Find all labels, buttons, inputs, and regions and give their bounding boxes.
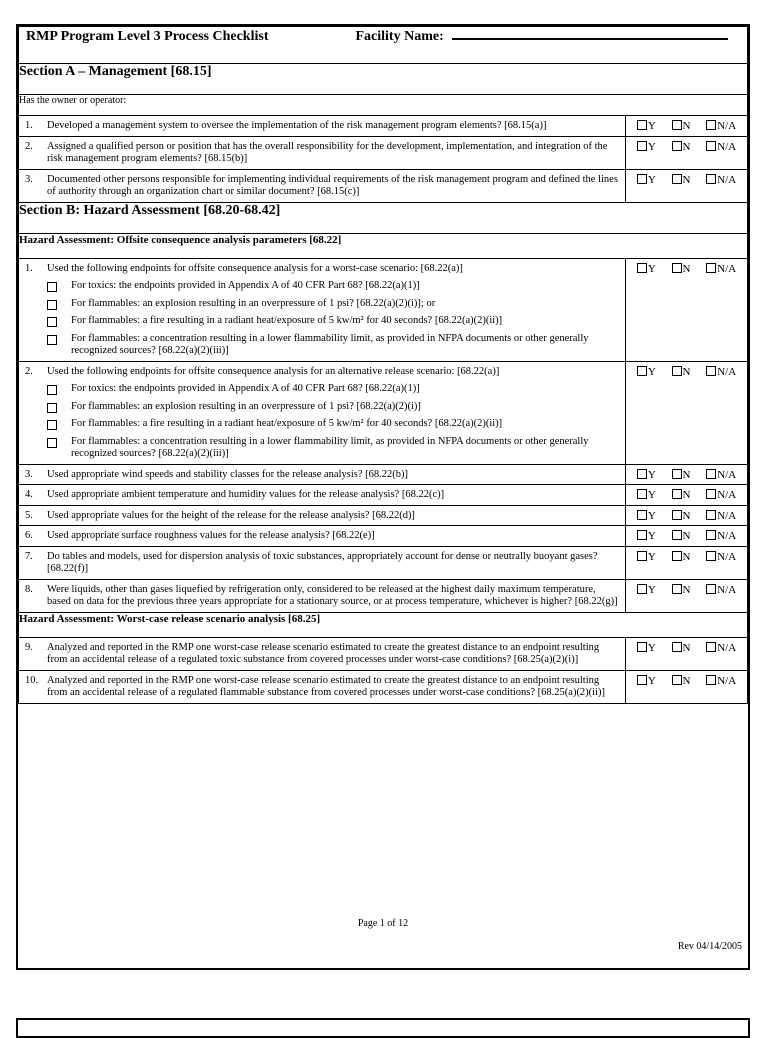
question-row: [19, 505, 748, 526]
answer-option[interactable]: N/A: [706, 489, 736, 501]
checkbox-icon[interactable]: [637, 263, 647, 273]
answer-option[interactable]: N: [672, 263, 691, 275]
question-text: Used appropriate values for the height of the release for the release analysis? [68.22(d)]: [47, 509, 415, 521]
question-row: [19, 258, 748, 361]
answer-option[interactable]: Y: [637, 366, 656, 378]
question-number: 5.: [25, 509, 33, 521]
checklist-title: RMP Program Level 3 Process Checklist: [26, 29, 269, 44]
answer-option[interactable]: N/A: [706, 530, 736, 542]
question-text: Analyzed and reported in the RMP one worst-case release scenario estimated to create the greatest distance to an endpoint resulting from an accidental release of a regulated flammable substance from covered processes under worst-case conditions? [68.25(a)(2)(ii)]: [47, 674, 606, 698]
question-row: [19, 546, 748, 579]
checkbox-icon[interactable]: [706, 120, 716, 130]
checkbox-icon[interactable]: [672, 530, 682, 540]
question-text: Assigned a qualified person or position that has the overall responsibility for the development, implementation, and integration of the risk management program elements? [68.15(b)]: [47, 140, 608, 164]
checkbox-icon[interactable]: [637, 489, 647, 499]
answer-option[interactable]: N/A: [706, 551, 736, 563]
answer-cell: [625, 485, 747, 506]
answer-cell: [625, 637, 747, 670]
question-row: [19, 670, 748, 703]
answer-option[interactable]: N/A: [706, 510, 736, 522]
checkbox-icon[interactable]: [672, 642, 682, 652]
checkbox-icon[interactable]: [672, 469, 682, 479]
sub-item: For toxics: the endpoints provided in Appendix A of 40 CFR Part 68? [68.22(a)(1)]: [47, 280, 619, 293]
checkbox-icon[interactable]: [706, 642, 716, 652]
answer-option[interactable]: N/A: [706, 584, 736, 596]
answer-option[interactable]: Y: [637, 469, 656, 481]
section-a-title: Section A – Management [68.15]: [19, 64, 748, 95]
sub-item: For flammables: an explosion resulting in an overpressure of 1 psi? [68.22(a)(2)(i)]; or: [47, 298, 619, 311]
answer-option[interactable]: N: [672, 469, 691, 481]
answer-cell: [625, 526, 747, 547]
checkbox-icon[interactable]: [672, 675, 682, 685]
question-number: 7.: [25, 550, 33, 562]
checkbox-icon[interactable]: [637, 675, 647, 685]
question-number: 9.: [25, 641, 33, 653]
sub-item: For flammables: an explosion resulting in an overpressure of 1 psi? [68.22(a)(2)(i)]: [47, 401, 619, 414]
answer-option[interactable]: Y: [637, 263, 656, 275]
facility-name-field[interactable]: [452, 38, 728, 40]
answer-cell: [625, 546, 747, 579]
checkbox-icon[interactable]: [706, 551, 716, 561]
question-number: 8.: [25, 583, 33, 595]
answer-option[interactable]: N/A: [706, 174, 736, 186]
checkbox-icon[interactable]: [637, 120, 647, 130]
question-row: [19, 485, 748, 506]
answer-option[interactable]: N: [672, 366, 691, 378]
checkbox-icon[interactable]: [637, 551, 647, 561]
question-row: [19, 579, 748, 612]
checkbox-icon[interactable]: [672, 120, 682, 130]
question-number: 1.: [25, 120, 33, 131]
answer-option[interactable]: N: [672, 642, 691, 654]
answer-cell: [625, 169, 747, 202]
checkbox-icon[interactable]: [637, 642, 647, 652]
answer-cell: [625, 579, 747, 612]
question-text: Used appropriate wind speeds and stability classes for the release analysis? [68.22(b)]: [47, 468, 408, 480]
question-number: 6.: [25, 530, 33, 541]
question-number: 1.: [25, 262, 33, 274]
checkbox-icon[interactable]: [672, 489, 682, 499]
checkbox-icon[interactable]: [47, 438, 57, 448]
question-row: [19, 361, 748, 464]
question-text: Documented other persons responsible for implementing individual requirements of the risk management program and defined the lines of authority through an organization chart or similar document? [68.15(c)]: [47, 173, 618, 197]
page-number: Page 1 of 12: [357, 918, 409, 929]
question-number: 4.: [25, 489, 33, 500]
sub-item: For toxics: the endpoints provided in Appendix A of 40 CFR Part 68? [68.22(a)(1)]: [47, 383, 619, 396]
checkbox-icon[interactable]: [672, 366, 682, 376]
checkbox-icon[interactable]: [706, 469, 716, 479]
checklist-page: [16, 24, 750, 970]
checkbox-icon[interactable]: [47, 335, 57, 345]
checkbox-icon[interactable]: [637, 141, 647, 151]
question-text: Developed a management system to oversee the implementation of the risk management program elements? [68.15(a)]: [47, 120, 547, 131]
next-page-edge: [16, 1018, 750, 1038]
question-number: 2.: [25, 365, 33, 377]
answer-cell: [625, 136, 747, 169]
checkbox-icon[interactable]: [47, 385, 57, 395]
checkbox-icon[interactable]: [672, 174, 682, 184]
checkbox-icon[interactable]: [706, 141, 716, 151]
question-row: [19, 136, 748, 169]
checkbox-icon[interactable]: [47, 282, 57, 292]
question-number: 2.: [25, 140, 33, 152]
answer-cell: [625, 670, 747, 703]
checkbox-icon[interactable]: [637, 510, 647, 520]
question-row: [19, 464, 748, 485]
checkbox-icon[interactable]: [672, 510, 682, 520]
checkbox-icon[interactable]: [637, 174, 647, 184]
checkbox-icon[interactable]: [637, 469, 647, 479]
answer-option[interactable]: Y: [637, 510, 656, 522]
answer-option[interactable]: N: [672, 530, 691, 542]
checkbox-icon[interactable]: [637, 530, 647, 540]
answer-option[interactable]: N: [672, 551, 691, 563]
checkbox-icon[interactable]: [706, 510, 716, 520]
question-row: [19, 526, 748, 547]
answer-option[interactable]: N/A: [706, 642, 736, 654]
answer-option[interactable]: Y: [637, 584, 656, 596]
section-a-intro: Has the owner or operator:: [19, 95, 748, 116]
sub-item: For flammables: a concentration resulting in a lower flammability limit, as provided in NFPA documents or other generally recognized sources? [68.22(a)(2)(iii)]: [47, 333, 619, 358]
section-b-title: Section B: Hazard Assessment [68.20-68.42]: [19, 202, 748, 233]
checkbox-icon[interactable]: [637, 366, 647, 376]
answer-option[interactable]: N: [672, 489, 691, 501]
question-row: [19, 637, 748, 670]
answer-option[interactable]: Y: [637, 551, 656, 563]
answer-option[interactable]: N: [672, 141, 691, 153]
checklist-table: [18, 26, 748, 704]
answer-option[interactable]: N/A: [706, 263, 736, 275]
answer-option[interactable]: N/A: [706, 469, 736, 481]
checkbox-icon[interactable]: [706, 489, 716, 499]
question-text: Do tables and models, used for dispersion analysis of toxic substances, appropriately account for dense or neutrally buoyant gases? [68.22(f)]: [47, 550, 598, 574]
answer-option[interactable]: Y: [637, 174, 656, 186]
answer-option[interactable]: Y: [637, 120, 656, 132]
checkbox-icon[interactable]: [706, 530, 716, 540]
question-row: [19, 169, 748, 202]
checkbox-icon[interactable]: [706, 366, 716, 376]
answer-option[interactable]: Y: [637, 642, 656, 654]
revision-date: Rev 04/14/2005: [677, 941, 742, 952]
answer-option[interactable]: N/A: [706, 675, 736, 687]
sub-item: For flammables: a concentration resulting in a lower flammability limit, as provided in NFPA documents or other generally recognized sources? [68.22(a)(2)(iii)]: [47, 436, 619, 461]
subsection-worst-case-title: Hazard Assessment: Worst-case release scenario analysis [68.25]: [19, 612, 748, 637]
sub-item: For flammables: a fire resulting in a radiant heat/exposure of 5 kw/m² for 40 seconds? [68.22(a)(2)(ii)]: [47, 418, 619, 431]
answer-option[interactable]: Y: [637, 675, 656, 687]
checkbox-icon[interactable]: [706, 675, 716, 685]
checkbox-icon[interactable]: [706, 263, 716, 273]
answer-option[interactable]: N: [672, 120, 691, 132]
answer-option[interactable]: Y: [637, 141, 656, 153]
answer-cell: [625, 361, 747, 464]
answer-option[interactable]: Y: [637, 530, 656, 542]
checkbox-icon[interactable]: [47, 403, 57, 413]
question-text: Analyzed and reported in the RMP one worst-case release scenario estimated to create the greatest distance to an endpoint resulting from an accidental release of a regulated toxic substance from covered processes under worst-case conditions? [68.25(a)(2)(i)]: [47, 641, 600, 665]
question-number: 3.: [25, 468, 33, 480]
answer-option[interactable]: N/A: [706, 120, 736, 132]
question-text: Used the following endpoints for offsite consequence analysis for a worst-case scenario: [68.22(a)]: [47, 262, 463, 274]
question-number: 10.: [25, 674, 39, 686]
answer-option[interactable]: N/A: [706, 366, 736, 378]
answer-option[interactable]: N/A: [706, 141, 736, 153]
checkbox-icon[interactable]: [637, 584, 647, 594]
question-number: 3.: [25, 173, 33, 185]
question-text: Were liquids, other than gases liquefied by refrigeration only, considered to be released at the highest daily maximum temperature, based on data for the previous three years appropriate for a stationary source, or at process temperature, whichever is higher? [68.22(g)]: [47, 583, 618, 607]
question-text: Used the following endpoints for offsite consequence analysis for an alternative release scenario: [68.22(a)]: [47, 365, 500, 377]
header-row: [19, 27, 748, 64]
question-text: Used appropriate ambient temperature and humidity values for the release analysis? [68.22(c)]: [47, 489, 445, 500]
answer-cell: [625, 464, 747, 485]
checkbox-icon[interactable]: [706, 174, 716, 184]
answer-option[interactable]: N: [672, 174, 691, 186]
checkbox-icon[interactable]: [672, 584, 682, 594]
checkbox-icon[interactable]: [706, 584, 716, 594]
checkbox-icon[interactable]: [672, 141, 682, 151]
checkbox-icon[interactable]: [672, 551, 682, 561]
checkbox-icon[interactable]: [47, 420, 57, 430]
sub-item: For flammables: a fire resulting in a radiant heat/exposure of 5 kw/m² for 40 seconds? [68.22(a)(2)(ii)]: [47, 315, 619, 328]
answer-cell: [625, 116, 747, 137]
question-text: Used appropriate surface roughness values for the release analysis? [68.22(e)]: [47, 530, 375, 541]
answer-option[interactable]: N: [672, 584, 691, 596]
answer-option[interactable]: Y: [637, 489, 656, 501]
answer-cell: [625, 258, 747, 361]
checkbox-icon[interactable]: [672, 263, 682, 273]
subsection-offsite-title: Hazard Assessment: Offsite consequence analysis parameters [68.22]: [19, 233, 748, 258]
checkbox-icon[interactable]: [47, 317, 57, 327]
checkbox-icon[interactable]: [47, 300, 57, 310]
facility-name-label: Facility Name:: [355, 29, 444, 44]
question-row: [19, 116, 748, 137]
answer-option[interactable]: N: [672, 675, 691, 687]
answer-option[interactable]: N: [672, 510, 691, 522]
answer-cell: [625, 505, 747, 526]
